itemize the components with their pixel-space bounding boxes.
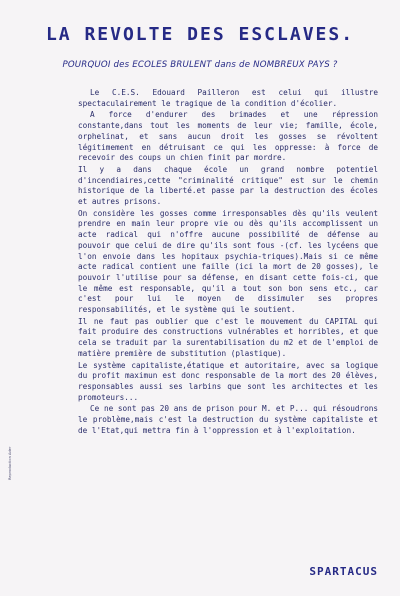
paragraph-6: Le système capitaliste,étatique et autoritaire, avec sa logique du profit maximun est donc responsable de la mort des 20 élèves, responsables aussi ses larbins que sont les architectes et les promoteurs... bbox=[78, 360, 378, 402]
paragraph-7: Ce ne sont pas 20 ans de prison pour M. et P... qui résoudrons le problème,mais c'est la destruction du système capitaliste et de l'Etat,qui mettra fin à l'oppression et à l'exploitation. bbox=[78, 404, 378, 435]
paragraph-5: Il ne faut pas oublier que c'est le mouvement du CAPITAL qui fait produire des constructions vulnérables et horribles, et que cela se traduit par la surentabilisation du m2 et de l'emploi de matière première de substitution (plastique). bbox=[78, 316, 378, 358]
signature: SPARTACUS bbox=[309, 565, 378, 578]
paragraph-3: Il y a dans chaque école un grand nombre potentiel d'incendiaires,cette "criminalité critique" est sur le chemin historique de la liberté.et passe par la destruction des écoles et autres prisons. bbox=[78, 164, 378, 207]
page-title: LA REVOLTE DES ESCLAVES. bbox=[45, 24, 355, 45]
page-subtitle: POURQUOI des ECOLES BRULENT dans de NOMBREUX PAYS ? bbox=[62, 60, 338, 70]
paragraph-1: Le C.E.S. Edouard Pailleron est celui qui illustre spectaculairement le tragique de la condition d'écolier. bbox=[78, 88, 378, 108]
paragraph-4: On considère les gosses comme irresponsables dès qu'ils veulent prendre en main leur propre vie ou dès qu'ils accomplissent un acte radical qui n'offre aucune possibilité de défense au pouvoir que celui de dire qu'ils sont fous -(cf. les lycéens que l'on envoie dans les hopitaux psychia-triques).Mais si ce même acte radical contient une faille (ici la mort de 20 gosses), le pouvoir l'utilise pour sa défense, en disant cette fois-ci, que le même est responsable, qu'il a tout son bon sens etc., car c'est pour lui le moyen de dissimuler ses propres responsabilités, et le système qui le soutient. bbox=[78, 208, 378, 315]
paragraph-2: A force d'endurer des brimades et une répression constante,dans tout les moments de leur vie; famille, école, orphelinat, et sans aucun droit les gosses se révoltent légitimement en détruisant ce qui les oppresse: à force de recevoir des coups un chien finit par mordre. bbox=[78, 110, 378, 163]
article-body bbox=[78, 88, 378, 438]
printer-note: Reproduction Ader bbox=[8, 446, 12, 480]
